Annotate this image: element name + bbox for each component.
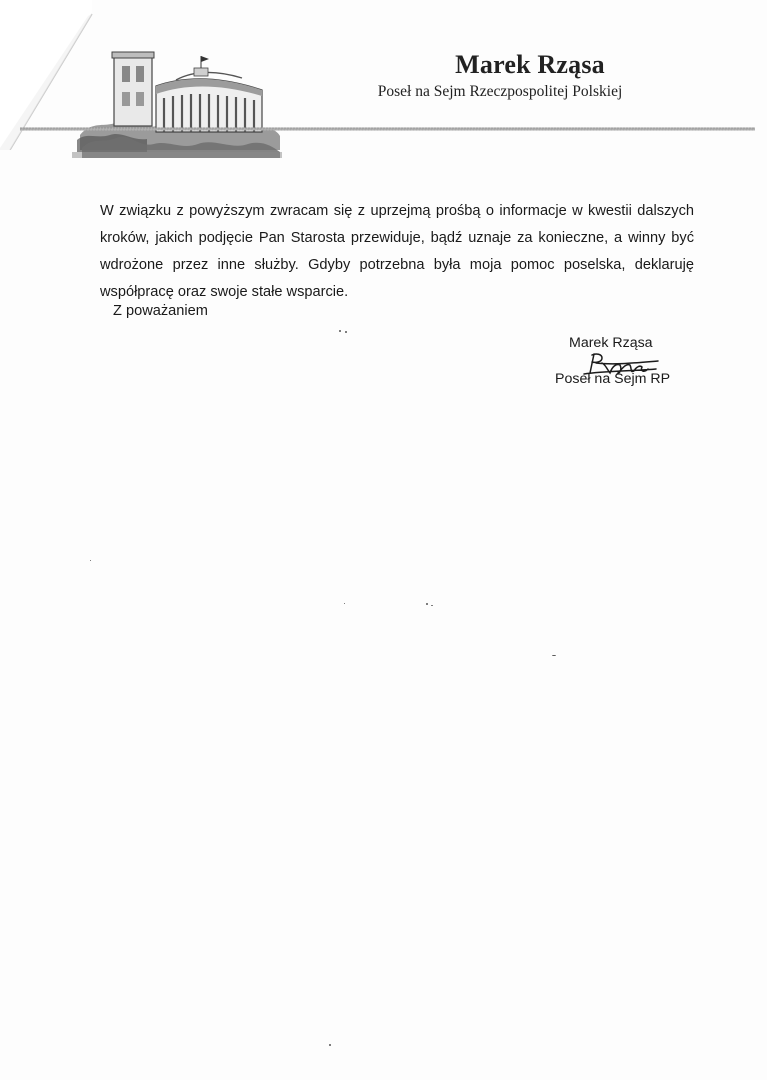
letterhead-divider [20, 127, 755, 131]
signature-title: Poseł na Sejm RP [555, 371, 671, 387]
closing-salutation: Z poważaniem [113, 303, 208, 319]
scan-speck [344, 603, 345, 604]
letter-body [100, 198, 694, 306]
scan-speck [552, 655, 556, 656]
letterhead-subtitle: Poseł na Sejm Rzeczpospolitej Polskiej [377, 83, 623, 100]
signature-name: Marek Rząsa [569, 335, 653, 351]
scan-speck [431, 605, 433, 606]
signature-block [540, 335, 690, 395]
scan-speck [339, 330, 341, 332]
body-paragraph: W związku z powyższym zwracam się z uprzejmą prośbą o informacje w kwestii dalszych kroków, jakich podjęcie Pan Starosta przewiduje, bądź uznaje za konieczne, a winny być wdrożone przez inne służby. Gdyby potrzebna była moja pomoc poselska, deklaruję współpracę oraz swoje stałe wsparcie. [100, 203, 694, 300]
letterhead-name: Marek Rząsa [455, 50, 605, 79]
scan-speck [426, 603, 428, 605]
scan-speck [329, 1044, 331, 1046]
sejm-building-icon [72, 40, 282, 158]
scan-speck [345, 331, 347, 333]
scan-speck [90, 560, 91, 561]
